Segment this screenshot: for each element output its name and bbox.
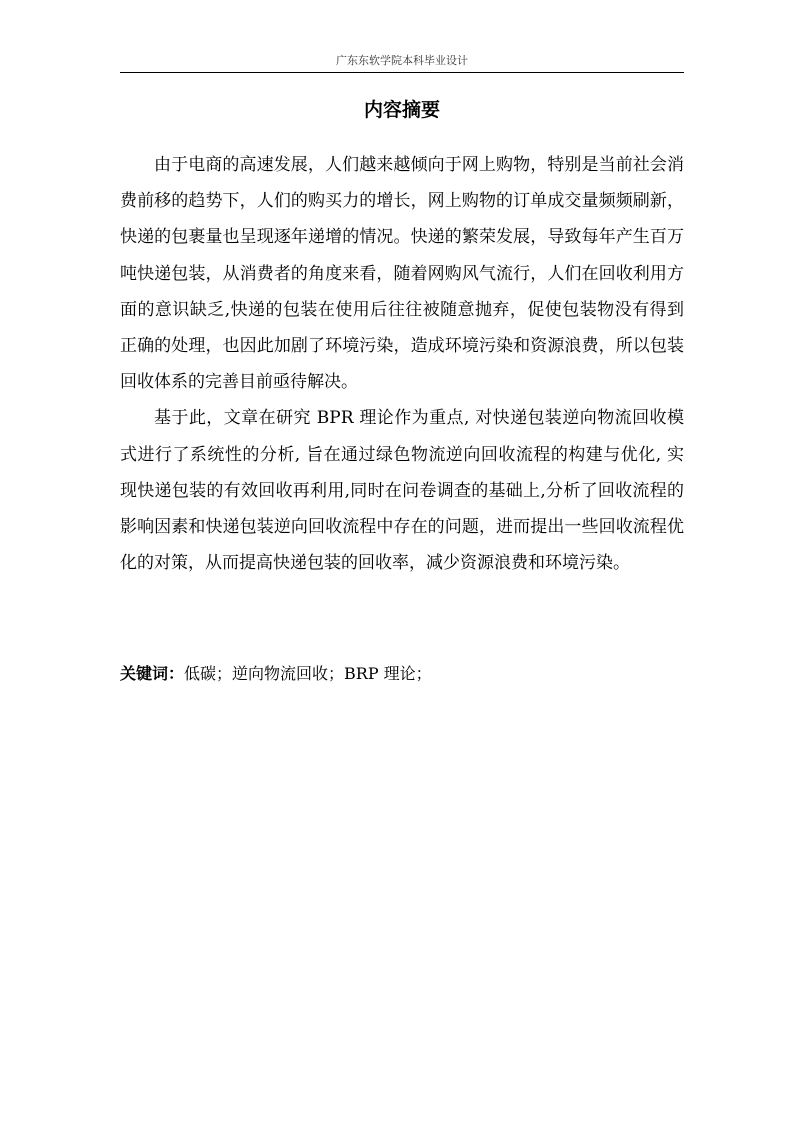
keywords-value: 低碳；逆向物流回收；BRP 理论； [184,664,432,683]
keywords-line [120,661,684,687]
page-header: 广东东软学院本科毕业设计 [336,54,468,67]
abstract-body [120,147,684,581]
abstract-paragraph-2: 基于此，文章在研究 BPR 理论作为重点, 对快递包装逆向物流回收模式进行了系统性的分析, 旨在通过绿色物流逆向回收流程的构建与优化, 实现快递包装的有效回收再利用,同时在问卷调查的基础上,分析了回收流程的影响因素和快递包装逆向回收流程中存在的问题，进而提出一些回收流程优化的对策，从而提高快递包装的回收率，减少资源浪费和环境污染。 [120,408,684,574]
keywords-label: 关键词： [120,664,185,683]
page-title: 内容摘要 [363,99,440,121]
abstract-paragraph-1: 由于电商的高速发展，人们越来越倾向于网上购物，特别是当前社会消费前移的趋势下，人们的购买力的增长，网上购物的订单成交量频频刷新，快递的包裹量也呈现逐年递增的情况。快递的繁荣发展，导致每年产生百万吨快递包装，从消费者的角度来看，随着网购风气流行，人们在回收利用方面的意识缺乏,快递的包装在使用后往往被随意抛弃，促使包装物没有得到正确的处理，也因此加剧了环境污染，造成环境污染和资源浪费，所以包装回收体系的完善目前亟待解决。 [120,155,684,393]
header-rule [120,72,684,73]
